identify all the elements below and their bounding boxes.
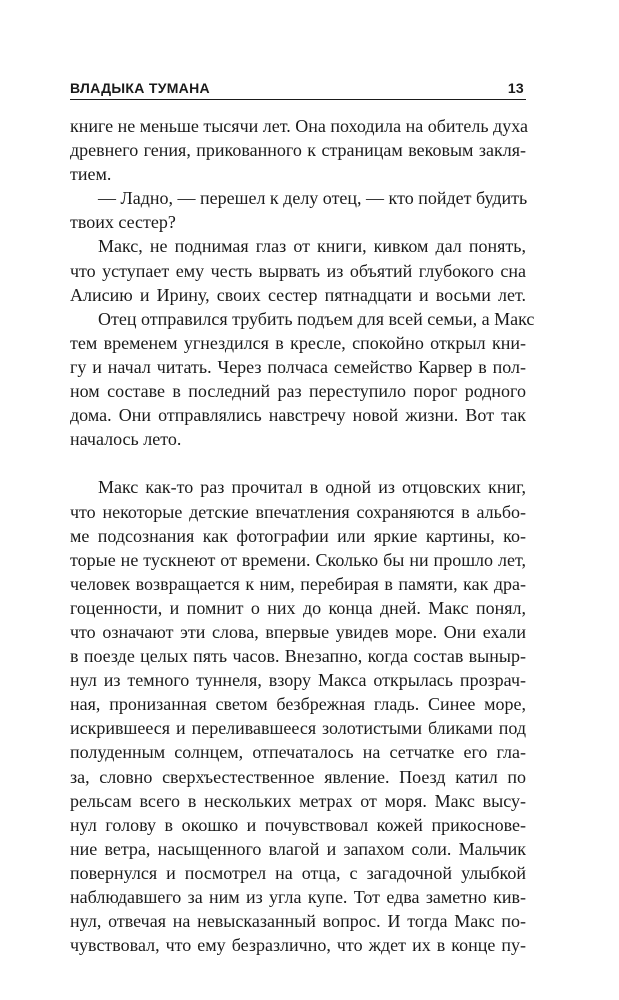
- text-line: дома. Они отправлялись навстречу новой жизни. Вот так: [70, 405, 526, 426]
- text-line: нул, отвечая на невысказанный вопрос. И тогда Макс по-: [70, 911, 526, 932]
- text-line: что означают эти слова, впервые увидев море. Они ехали: [70, 621, 526, 642]
- text-line: наблюдавшего за ним из угла купе. Тот едва заметно кив-: [70, 887, 526, 907]
- text-line: ном составе в последний раз переступило порог родного: [70, 381, 526, 402]
- running-header: [70, 78, 526, 100]
- section-break: [70, 451, 526, 475]
- text-line: человек возвращается к ним, перебирая в памяти, как дра-: [70, 573, 526, 594]
- text-line: нул из темного туннеля, взору Макса открылась прозрач-: [70, 670, 526, 691]
- text-line: полуденным солнцем, отпечаталось на сетчатке его гла-: [70, 742, 526, 763]
- text-line: тем временем угнездился в кресле, спокойно открыл кни-: [70, 332, 526, 353]
- text-line: — Ладно, — перешел к делу отец, — кто пойдет будить: [98, 188, 528, 209]
- text-line: что уступает ему честь вырвать из объятий глубокого сна: [70, 260, 526, 281]
- text-line: книге не меньше тысячи лет. Она походила на обитель духа: [70, 116, 528, 136]
- text-line: чувствовал, что ему безразлично, что ждет их в конце пу-: [70, 935, 526, 956]
- text-line: твоих сестер?: [70, 212, 176, 233]
- text-line: Алисию и Ирину, своих сестер пятнадцати и восьми лет.: [70, 284, 526, 305]
- text-line: древнего гения, прикованного к страницам вековым закля-: [70, 140, 526, 161]
- text-line: тием.: [70, 164, 112, 185]
- text-line: Отец отправился трубить подъем для всей семьи, а Макс: [98, 308, 535, 329]
- text-line: торые не тускнеют от времени. Сколько бы ни прошло лет,: [70, 549, 526, 570]
- text-line: искрившееся и переливавшееся золотистыми бликами под: [70, 718, 526, 739]
- text-line: нул голову в окошко и почувствовал кожей прикоснове-: [70, 814, 526, 835]
- text-line: Макс как-то раз прочитал в одной из отцовских книг,: [98, 477, 526, 498]
- text-line: рельсам всего в нескольких метрах от моря. Макс высу-: [70, 790, 526, 811]
- text-line: в поезде целых пять часов. Внезапно, когда состав выныр-: [70, 646, 526, 667]
- text-line: началось лето.: [70, 429, 182, 450]
- text-line: ме подсознания как фотографии или яркие картины, ко-: [70, 525, 526, 546]
- text-line: что некоторые детские впечатления сохраняются в альбо-: [70, 501, 526, 522]
- text-line: ная, пронизанная светом безбрежная гладь. Синее море,: [70, 694, 526, 715]
- header-rule: [70, 99, 526, 100]
- text-line: повернулся и посмотрел на отца, с загадочной улыбкой: [70, 862, 526, 883]
- text-line: Макс, не поднимая глаз от книги, кивком дал понять,: [98, 236, 526, 257]
- body-text: [70, 114, 535, 957]
- text-line: ние ветра, насыщенного влагой и запахом соли. Мальчик: [70, 838, 526, 859]
- book-title: ВЛАДЫКА ТУМАНА: [70, 80, 210, 96]
- text-line: за, словно сверхъестественное явление. Поезд катил по: [70, 766, 526, 787]
- page-number: 13: [507, 80, 524, 96]
- text-line: гоценности, и помнит о них до конца дней. Макс понял,: [70, 597, 526, 618]
- text-line: гу и начал читать. Через полчаса семейство Карвер в пол-: [70, 356, 526, 377]
